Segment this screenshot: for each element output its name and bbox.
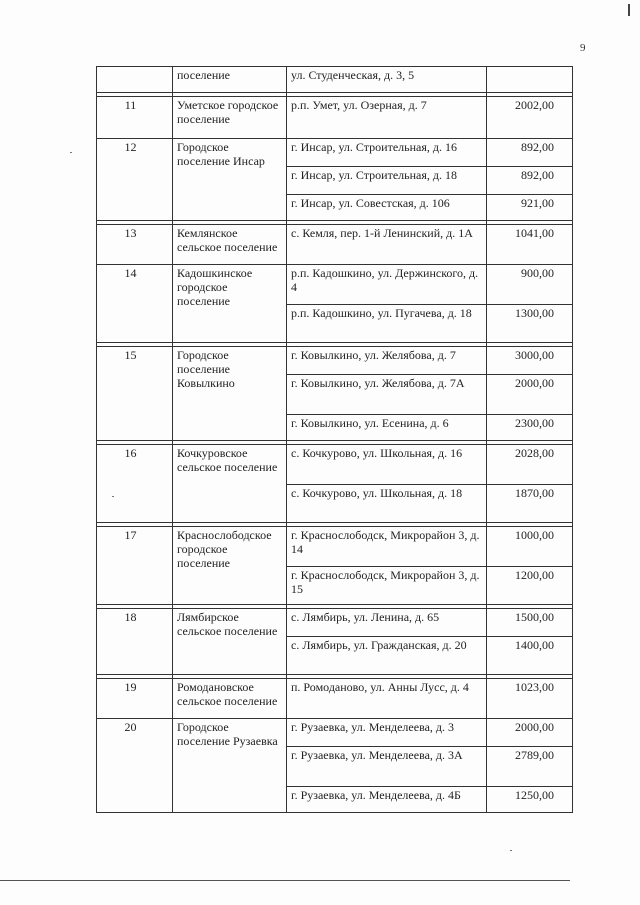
table-row (97, 445, 573, 485)
address-cell: г. Инсар, ул. Строительная, д. 16 (287, 139, 487, 167)
row-number: 16 (97, 445, 173, 523)
settlement-name: Кочкуровское сельское поселение (173, 445, 287, 523)
value-cell: 1300,00 (487, 305, 573, 343)
scan-speck (510, 850, 512, 851)
address-cell: г. Ковылкино, ул. Есенина, д. 6 (287, 415, 487, 441)
table-row (97, 609, 573, 637)
row-number: 13 (97, 225, 173, 265)
value-cell: 1870,00 (487, 485, 573, 523)
row-number: 14 (97, 265, 173, 343)
address-cell: г. Инсар, ул. Совестская, д. 106 (287, 195, 487, 221)
address-cell: р.п. Умет, ул. Озерная, д. 7 (287, 97, 487, 139)
scan-edge-mark (628, 4, 630, 16)
row-number: 15 (97, 347, 173, 441)
value-cell: 1041,00 (487, 225, 573, 265)
value-cell: 1200,00 (487, 567, 573, 605)
settlement-name: Кемлянское сельское поселение (173, 225, 287, 265)
table-row (97, 225, 573, 265)
address-cell: г. Рузаевка, ул. Менделеева, д. 4Б (287, 787, 487, 813)
table-row (97, 527, 573, 567)
address-cell: г. Рузаевка, ул. Менделеева, д. 3А (287, 747, 487, 787)
value-cell: 2028,00 (487, 445, 573, 485)
settlement-name: Городское поселение Инсар (173, 139, 287, 221)
value-cell: 1500,00 (487, 609, 573, 637)
settlement-name: Краснослободское городское поселение (173, 527, 287, 605)
table-row (97, 67, 573, 93)
address-cell: ул. Студенческая, д. 3, 5 (287, 67, 487, 93)
settlement-name: Кадошкинское городское поселение (173, 265, 287, 343)
address-cell: с. Лямбирь, ул. Гражданская, д. 20 (287, 637, 487, 675)
settlement-name: поселение (173, 67, 287, 93)
address-cell: г. Краснослободск, Микрорайон 3, д. 14 (287, 527, 487, 567)
table-row (97, 719, 573, 747)
address-cell: с. Лямбирь, ул. Ленина, д. 65 (287, 609, 487, 637)
value-cell: 921,00 (487, 195, 573, 221)
settlement-name: Лямбирское сельское поселение (173, 609, 287, 675)
row-number: 12 (97, 139, 173, 221)
settlement-name: Уметское городское поселение (173, 97, 287, 139)
row-number: 11 (97, 97, 173, 139)
address-cell: с. Кемля, пер. 1-й Ленинский, д. 1А (287, 225, 487, 265)
address-cell: с. Кочкурово, ул. Школьная, д. 16 (287, 445, 487, 485)
address-cell: р.п. Кадошкино, ул. Держинского, д. 4 (287, 265, 487, 305)
address-cell: р.п. Кадошкино, ул. Пугачева, д. 18 (287, 305, 487, 343)
address-cell: г. Ковылкино, ул. Желябова, д. 7 (287, 347, 487, 375)
value-cell: 1000,00 (487, 527, 573, 567)
settlements-table (96, 66, 573, 813)
table-row (97, 97, 573, 139)
value-cell (487, 67, 573, 93)
value-cell: 1250,00 (487, 787, 573, 813)
table-row (97, 679, 573, 719)
address-cell: п. Ромоданово, ул. Анны Лусс, д. 4 (287, 679, 487, 719)
row-number: 18 (97, 609, 173, 675)
settlement-name: Городское поселение Рузаевка (173, 719, 287, 813)
value-cell: 2300,00 (487, 415, 573, 441)
value-cell: 2000,00 (487, 375, 573, 415)
row-number: 17 (97, 527, 173, 605)
page-number: 9 (580, 42, 586, 54)
value-cell: 2002,00 (487, 97, 573, 139)
address-cell: г. Ковылкино, ул. Желябова, д. 7А (287, 375, 487, 415)
address-cell: г. Рузаевка, ул. Менделеева, д. 3 (287, 719, 487, 747)
address-cell: г. Краснослободск, Микрорайон 3, д. 15 (287, 567, 487, 605)
value-cell: 892,00 (487, 167, 573, 195)
value-cell: 1400,00 (487, 637, 573, 675)
value-cell: 892,00 (487, 139, 573, 167)
settlement-name: Ромодановское сельское поселение (173, 679, 287, 719)
table-row (97, 347, 573, 375)
row-number: 19 (97, 679, 173, 719)
address-cell: г. Инсар, ул. Строительная, д. 18 (287, 167, 487, 195)
row-number: 20 (97, 719, 173, 813)
scan-bottom-edge (0, 880, 570, 881)
value-cell: 2789,00 (487, 747, 573, 787)
table-row (97, 139, 573, 167)
row-number (97, 67, 173, 93)
settlement-name: Городское поселение Ковылкино (173, 347, 287, 441)
value-cell: 3000,00 (487, 347, 573, 375)
value-cell: 2000,00 (487, 719, 573, 747)
address-cell: с. Кочкурово, ул. Школьная, д. 18 (287, 485, 487, 523)
table-row (97, 265, 573, 305)
value-cell: 900,00 (487, 265, 573, 305)
scan-speck (70, 152, 72, 153)
value-cell: 1023,00 (487, 679, 573, 719)
